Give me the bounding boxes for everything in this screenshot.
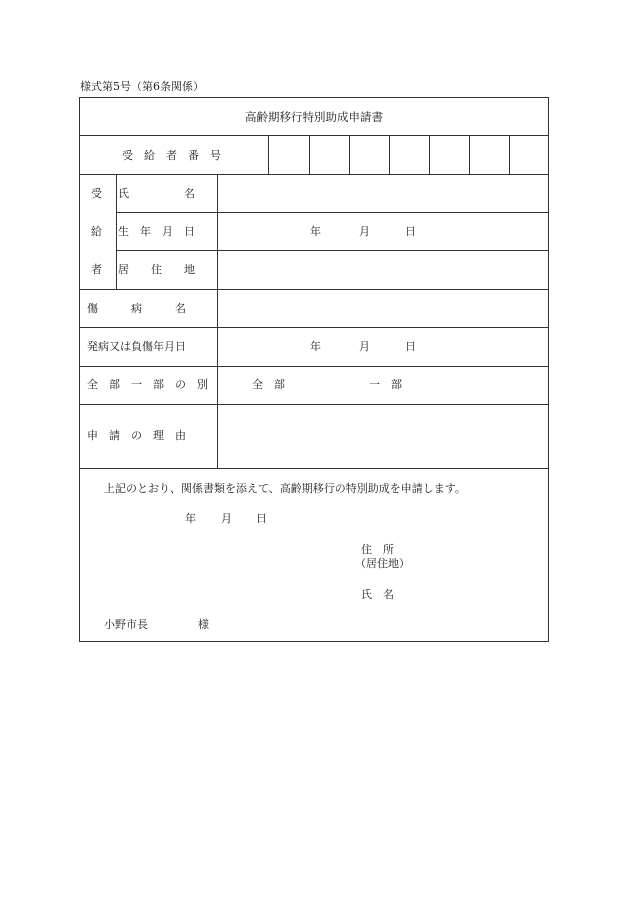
rule-number	[80, 174, 548, 175]
number-box-divider	[509, 135, 510, 174]
form-number-label: 様式第5号（第6条関係）	[80, 80, 204, 93]
birthdate-day: 日	[405, 225, 416, 238]
addressee: 小野市長	[104, 618, 148, 631]
disease-label: 傷 病 名	[87, 302, 186, 315]
application-day: 日	[256, 512, 267, 525]
form-title: 高齢期移行特別助成申請書	[245, 110, 383, 124]
recipient-group-char: 者	[91, 263, 102, 276]
applicant-address-label: 住 所	[361, 543, 394, 556]
number-box-divider	[389, 135, 390, 174]
name-label: 氏 名	[118, 187, 195, 200]
application-form	[79, 97, 549, 642]
scope-all-option: 全 部	[252, 378, 285, 391]
honorific: 様	[198, 618, 209, 631]
rule-birthdate	[116, 250, 548, 251]
rule-name	[116, 212, 548, 213]
applicant-name-label: 氏 名	[361, 588, 394, 601]
application-statement: 上記のとおり、関係書類を添えて、高齢期移行の特別助成を申請します。	[104, 482, 466, 495]
scope-label: 全 部 一 部 の 別	[87, 378, 208, 391]
onset-month: 月	[359, 340, 370, 353]
application-year: 年	[185, 512, 196, 525]
onset-date-label: 発病又は負傷年月日	[87, 340, 186, 353]
recipient-group-char: 受	[91, 187, 102, 200]
recipient-group-char: 給	[91, 225, 102, 238]
rule-onset	[80, 366, 548, 367]
application-month: 月	[221, 512, 232, 525]
rule-reason	[80, 468, 548, 469]
number-box-divider	[429, 135, 430, 174]
birthdate-year: 年	[310, 225, 321, 238]
applicant-residence-label: （居住地）	[355, 557, 410, 570]
number-box-divider	[268, 135, 269, 174]
birthdate-label: 生 年 月 日	[118, 225, 195, 238]
recipient-group-divider	[116, 174, 117, 289]
rule-scope	[80, 404, 548, 405]
number-box-divider	[309, 135, 310, 174]
onset-year: 年	[310, 340, 321, 353]
rule-title	[80, 135, 548, 136]
rule-address	[80, 289, 548, 290]
number-box-divider	[469, 135, 470, 174]
birthdate-month: 月	[359, 225, 370, 238]
number-box-divider	[349, 135, 350, 174]
reason-label: 申 請 の 理 由	[87, 429, 186, 442]
address-label: 居 住 地	[118, 263, 195, 276]
scope-part-option: 一 部	[369, 378, 402, 391]
label-column-divider	[217, 174, 218, 468]
recipient-number-label: 受 給 者 番 号	[122, 149, 221, 162]
onset-day: 日	[405, 340, 416, 353]
rule-disease	[80, 327, 548, 328]
